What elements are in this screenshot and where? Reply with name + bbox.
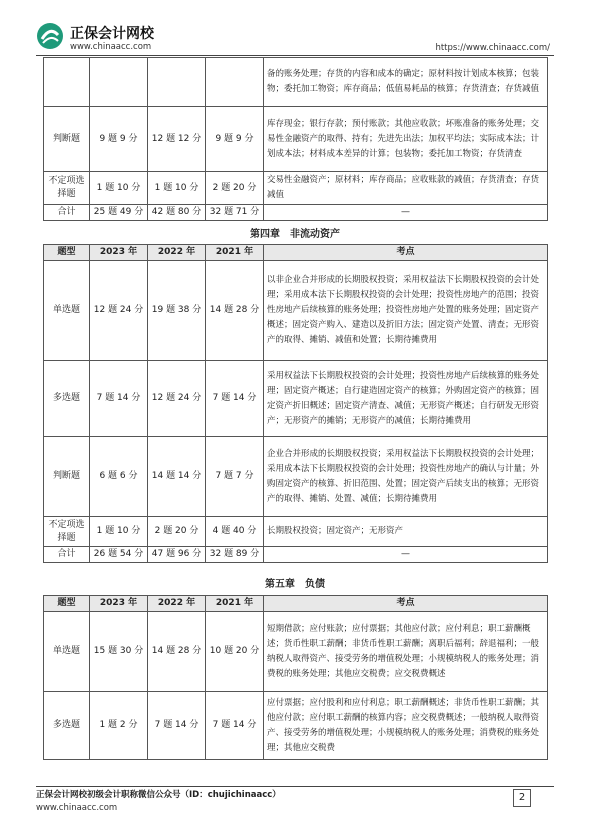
chapter4-title: 第四章 非流动资产 [250, 229, 340, 240]
header-2023: 2023 年 [90, 596, 148, 612]
chapter5-title: 第五章 负债 [265, 579, 325, 590]
cell-2022: 7 题 14 分 [148, 692, 206, 760]
table-row [44, 612, 548, 692]
cell-topic: 备的账务处理；存货的内容和成本的确定；原材料按计划成本核算；包装物；委托加工物资；库存商品；低值易耗品的核算；存货清查；存货减值 [264, 58, 548, 107]
cell-2022: 19 题 38 分 [148, 261, 206, 361]
cell-2023: 9 题 9 分 [90, 107, 148, 172]
cell-2023: 12 题 24 分 [90, 261, 148, 361]
cell-2021: 32 题 71 分 [206, 205, 264, 221]
table-row [44, 547, 548, 563]
header-2021: 2021 年 [206, 245, 264, 261]
cell-type: 判断题 [44, 437, 90, 517]
table-row [44, 261, 548, 361]
table-row [44, 107, 548, 172]
cell-2022: 42 题 80 分 [148, 205, 206, 221]
cell-2021: 32 题 89 分 [206, 547, 264, 563]
table-row [44, 172, 548, 205]
cell-2023: 1 题 10 分 [90, 172, 148, 205]
cell-2021: 10 题 20 分 [206, 612, 264, 692]
table-row [44, 437, 548, 517]
brand-logo-icon [36, 22, 64, 50]
footer-divider [36, 786, 554, 787]
header-2021: 2021 年 [206, 596, 264, 612]
cell-type: 多选题 [44, 692, 90, 760]
footer-wechat-text: 正保会计网校初级会计职称微信公众号（ID：chujichinaacc） [36, 790, 281, 800]
header-2022: 2022 年 [148, 596, 206, 612]
site-url[interactable]: https://www.chinaacc.com/ [435, 43, 550, 53]
table-row [44, 361, 548, 437]
cell-type: 不定项选择题 [44, 517, 90, 547]
cell-2022 [148, 58, 206, 107]
chapter3-table [43, 57, 548, 221]
cell-2022: 14 题 14 分 [148, 437, 206, 517]
header-type: 题型 [44, 245, 90, 261]
brand-name: 正保会计网校 [70, 26, 154, 42]
chapter4-table [43, 244, 548, 563]
cell-2022: 14 题 28 分 [148, 612, 206, 692]
cell-2021: 7 题 14 分 [206, 361, 264, 437]
cell-2022: 47 题 96 分 [148, 547, 206, 563]
cell-2021: 7 题 14 分 [206, 692, 264, 760]
cell-2022: 12 题 12 分 [148, 107, 206, 172]
header-topic: 考点 [264, 245, 548, 261]
table-row [44, 58, 548, 107]
cell-2022: 1 题 10 分 [148, 172, 206, 205]
cell-topic: 长期股权投资；固定资产；无形资产 [264, 517, 548, 547]
cell-2021 [206, 58, 264, 107]
cell-type: 判断题 [44, 107, 90, 172]
chapter5-table [43, 595, 548, 760]
cell-2021: 4 题 40 分 [206, 517, 264, 547]
header-2023: 2023 年 [90, 245, 148, 261]
cell-2022: 2 题 20 分 [148, 517, 206, 547]
cell-2022: 12 题 24 分 [148, 361, 206, 437]
cell-2023: 7 题 14 分 [90, 361, 148, 437]
cell-topic: 库存现金；银行存款；预付账款；其他应收款；坏账准备的账务处理；交易性金融资产的取得、持有；先进先出法；加权平均法；实际成本法；计划成本法；材料成本差异的计算；包装物；委托加工物资；存货清查 [264, 107, 548, 172]
cell-type: 不定项选择题 [44, 172, 90, 205]
header-type: 题型 [44, 596, 90, 612]
cell-2021: 9 题 9 分 [206, 107, 264, 172]
page-number: 2 [513, 789, 531, 807]
cell-2023: 1 题 10 分 [90, 517, 148, 547]
cell-topic: 短期借款；应付账款；应付票据；其他应付款；应付利息；职工薪酬概述；货币性职工薪酬；非货币性职工薪酬；离职后福利；辞退福利；一般纳税人取得资产、接受劳务的增值税处理；小规模纳税人的账务处理；消费税的账务处理；其他应交税费；应交税费概述 [264, 612, 548, 692]
cell-type: 多选题 [44, 361, 90, 437]
brand-url[interactable]: www.chinaacc.com [70, 42, 152, 52]
cell-type: 合计 [44, 205, 90, 221]
cell-2023: 25 题 49 分 [90, 205, 148, 221]
cell-2021: 14 题 28 分 [206, 261, 264, 361]
cell-2023: 6 题 6 分 [90, 437, 148, 517]
footer-url[interactable]: www.chinaacc.com [36, 803, 118, 813]
table-row [44, 205, 548, 221]
cell-2023: 26 题 54 分 [90, 547, 148, 563]
cell-2023: 1 题 2 分 [90, 692, 148, 760]
cell-type: 合计 [44, 547, 90, 563]
cell-type: 单选题 [44, 612, 90, 692]
cell-topic: 以非企业合并形成的长期股权投资；采用权益法下长期股权投资的会计处理；采用成本法下长期股权投资的会计处理；投资性房地产的范围；投资性房地产后续核算的账务处理；投资性房地产处置的账务处理；固定资产概述；固定资产购入、建造以及折旧方法；固定资产处置、清查；无形资产的取得、摊销、减值和处置；长期待摊费用 [264, 261, 548, 361]
cell-topic: — [264, 547, 548, 563]
table-row [44, 692, 548, 760]
table-row [44, 517, 548, 547]
cell-topic: 应付票据；应付股利和应付利息；职工薪酬概述；非货币性职工薪酬；其他应付款；应付职工薪酬的核算内容；应交税费概述；一般纳税人取得资产、接受劳务的增值税处理；小规模纳税人的账务处理；消费税的账务处理；其他应交税费 [264, 692, 548, 760]
header-2022: 2022 年 [148, 245, 206, 261]
cell-topic: 交易性金融资产；原材料；库存商品；应收账款的减值；存货清查；存货减值 [264, 172, 548, 205]
table-header-row [44, 596, 548, 612]
page-header [0, 0, 590, 58]
cell-topic: 企业合并形成的长期股权投资；采用权益法下长期股权投资的会计处理；采用成本法下长期股权投资的会计处理；投资性房地产的确认与计量；外购固定资产的核算、折旧范围、处置；固定资产后续支出的核算；无形资产的取得、摊销、处置、减值；长期待摊费用 [264, 437, 548, 517]
header-topic: 考点 [264, 596, 548, 612]
cell-2023 [90, 58, 148, 107]
cell-topic: 采用权益法下长期股权投资的会计处理；投资性房地产后续核算的账务处理；固定资产概述；自行建造固定资产的核算；外购固定资产的核算；固定资产折旧概述；固定资产清查、减值；无形资产概述；自行研发无形资产；无形资产的摊销；无形资产的减值；长期待摊费用 [264, 361, 548, 437]
cell-type: 单选题 [44, 261, 90, 361]
cell-topic: — [264, 205, 548, 221]
header-divider [36, 55, 554, 56]
table-header-row [44, 245, 548, 261]
cell-2021: 7 题 7 分 [206, 437, 264, 517]
cell-type [44, 58, 90, 107]
cell-2021: 2 题 20 分 [206, 172, 264, 205]
cell-2023: 15 题 30 分 [90, 612, 148, 692]
